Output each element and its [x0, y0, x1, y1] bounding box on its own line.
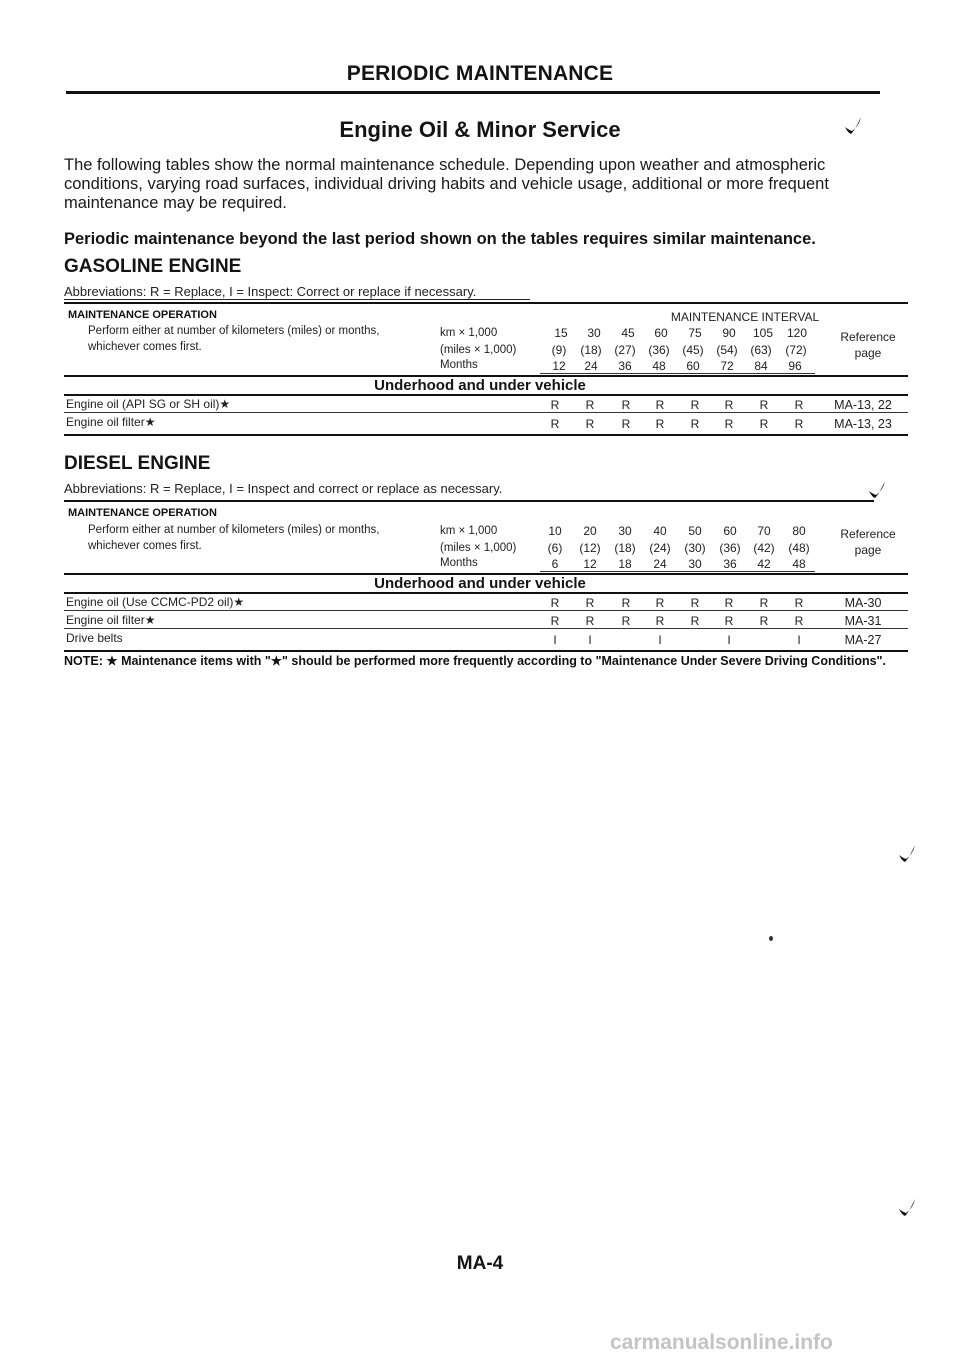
table-bottom-rule [64, 434, 908, 436]
interval-cell: (27) [614, 343, 636, 357]
mark-cell: R [759, 596, 769, 610]
mark-cell: R [794, 398, 804, 412]
mark-cell: R [724, 417, 734, 431]
interval-cell: 36 [618, 359, 632, 373]
operation-description-line: whichever comes first. [88, 341, 202, 353]
interval-cell: 30 [688, 557, 702, 571]
interval-cell: (12) [579, 541, 601, 555]
interval-cell: (18) [580, 343, 602, 357]
interval-miles-row [540, 541, 816, 557]
section-title: PERIODIC MAINTENANCE [346, 62, 614, 85]
maintenance-operation-title: MAINTENANCE OPERATION [68, 309, 217, 321]
mark-cell: R [585, 596, 595, 610]
operation-description [88, 522, 379, 554]
interval-cell: 12 [583, 557, 597, 571]
interval-cell: (30) [684, 541, 706, 555]
mark-cell: R [621, 417, 631, 431]
mark-cell: R [690, 596, 700, 610]
interval-cell: (24) [649, 541, 671, 555]
item-name: Engine oil filter★ [66, 415, 156, 429]
interval-cell: 84 [754, 359, 768, 373]
row-rule [64, 628, 908, 629]
mark-cell: R [690, 417, 700, 431]
maintenance-interval-title: MAINTENANCE INTERVAL [670, 310, 820, 324]
mark-cell: R [621, 398, 631, 412]
interval-cell: 90 [722, 326, 736, 340]
mark-cell: R [550, 398, 560, 412]
table-bottom-rule [64, 650, 908, 652]
diesel-heading: DIESEL ENGINE [64, 453, 211, 474]
interval-cell: 75 [688, 326, 702, 340]
unit-miles: (miles × 1,000) [440, 542, 517, 554]
diesel-abbreviations: Abbreviations: R = Replace, I = Inspect and correct or replace as necessary. [64, 481, 503, 496]
mark-cell: I [553, 633, 557, 647]
item-reference: MA-30 [844, 596, 882, 610]
months-underline [540, 373, 815, 374]
maintenance-operation-title: MAINTENANCE OPERATION [68, 507, 217, 519]
unit-km: km × 1,000 [440, 525, 498, 537]
reference-header-line: page [854, 346, 882, 360]
mark-cell: R [621, 614, 631, 628]
mark-cell: R [585, 417, 595, 431]
interval-cell: (48) [788, 541, 810, 555]
row-rule [64, 610, 908, 611]
reference-header-line: Reference [840, 330, 896, 344]
mark-cell: I [797, 633, 801, 647]
interval-cell: 48 [652, 359, 666, 373]
mark-cell: R [655, 417, 665, 431]
beyond-period-note: Periodic maintenance beyond the last period shown on the tables requires similar maintenance. [64, 230, 816, 248]
unit-months: Months [440, 359, 478, 371]
interval-cell: 18 [618, 557, 632, 571]
interval-cell: 40 [653, 524, 667, 538]
interval-cell: (36) [648, 343, 670, 357]
interval-cell: (36) [719, 541, 741, 555]
mark-cell: R [794, 417, 804, 431]
item-name: Engine oil filter★ [66, 613, 156, 627]
page-number: MA-4 [456, 1253, 504, 1274]
item-reference: MA-13, 23 [834, 417, 892, 431]
mark-cell: R [621, 596, 631, 610]
check-mark-icon [866, 478, 888, 500]
severe-conditions-note [64, 654, 904, 668]
interval-km-row [540, 524, 816, 540]
check-mark-icon [842, 114, 864, 136]
mark-cell: R [690, 398, 700, 412]
mark-cell: R [550, 596, 560, 610]
interval-cell: (72) [785, 343, 807, 357]
interval-cell: (18) [614, 541, 636, 555]
interval-km-row [540, 326, 816, 342]
interval-cell: 120 [786, 326, 808, 340]
mark-cell: R [724, 596, 734, 610]
item-reference: MA-27 [844, 633, 882, 647]
row-rule [64, 412, 908, 413]
underhood-band: Underhood and under vehicle [374, 377, 586, 394]
interval-cell: 80 [792, 524, 806, 538]
interval-cell: 36 [723, 557, 737, 571]
underhood-band: Underhood and under vehicle [374, 575, 586, 592]
interval-cell: (63) [750, 343, 772, 357]
table-top-rule [64, 500, 874, 502]
reference-page-header [832, 526, 904, 558]
interval-cell: 60 [654, 326, 668, 340]
interval-cell: 15 [554, 326, 568, 340]
band-bottom-rule [64, 394, 908, 396]
interval-cell: (42) [753, 541, 775, 555]
gasoline-heading: GASOLINE ENGINE [64, 256, 242, 277]
note-label: NOTE: ★ [64, 654, 118, 668]
months-underline [540, 571, 815, 572]
check-mark-icon [896, 842, 918, 864]
gasoline-abbreviations: Abbreviations: R = Replace, I = Inspect: Correct or replace if necessary. [64, 284, 477, 299]
mark-cell: R [585, 398, 595, 412]
interval-cell: (6) [547, 541, 563, 555]
mark-cell: R [655, 596, 665, 610]
interval-cell: 72 [720, 359, 734, 373]
interval-cell: 60 [686, 359, 700, 373]
interval-cell: 6 [551, 557, 559, 571]
interval-cell: 30 [618, 524, 632, 538]
band-bottom-rule [64, 592, 908, 594]
interval-cell: 70 [757, 524, 771, 538]
interval-cell: 30 [587, 326, 601, 340]
interval-cell: 24 [653, 557, 667, 571]
check-mark-icon [896, 1196, 918, 1218]
operation-description-line: whichever comes first. [88, 540, 202, 552]
mark-cell: R [585, 614, 595, 628]
intro-paragraph: The following tables show the normal maintenance schedule. Depending upon weather and atmospheric conditions, varying road surfaces, individual driving habits and vehicle usage, additional or more frequent maintenance may be required. [64, 156, 829, 212]
operation-description [88, 323, 379, 355]
interval-cell: 24 [584, 359, 598, 373]
mark-cell: I [588, 633, 592, 647]
interval-cell: (54) [716, 343, 738, 357]
interval-cell: 105 [752, 326, 774, 340]
unit-months: Months [440, 557, 478, 569]
unit-km: km × 1,000 [440, 327, 498, 339]
mark-cell: I [658, 633, 662, 647]
interval-cell: 12 [552, 359, 566, 373]
interval-cell: 20 [583, 524, 597, 538]
mark-cell: R [759, 614, 769, 628]
stray-dot [769, 936, 773, 941]
mark-cell: R [690, 614, 700, 628]
page-subtitle: Engine Oil & Minor Service [339, 117, 621, 142]
unit-miles: (miles × 1,000) [440, 344, 517, 356]
mark-cell: R [724, 398, 734, 412]
note-body: Maintenance items with "★" should be performed more frequently according to "Maintenance Under Severe Driving Conditions". [121, 654, 886, 668]
interval-cell: 45 [621, 326, 635, 340]
interval-cell: 50 [688, 524, 702, 538]
interval-cell: (45) [682, 343, 704, 357]
abbrev-rule [64, 299, 530, 300]
mark-cell: R [759, 417, 769, 431]
mark-cell: R [724, 614, 734, 628]
mark-cell: R [794, 596, 804, 610]
item-name: Engine oil (API SG or SH oil)★ [66, 397, 231, 411]
table-top-rule [64, 302, 908, 304]
operation-description-line: Perform either at number of kilometers (miles) or months, [88, 325, 380, 337]
mark-cell: R [655, 614, 665, 628]
mark-cell: R [550, 614, 560, 628]
item-marks-row [540, 633, 816, 649]
item-name: Drive belts [66, 631, 123, 645]
interval-cell: 10 [548, 524, 562, 538]
mark-cell: R [759, 398, 769, 412]
item-name: Engine oil (Use CCMC-PD2 oil)★ [66, 595, 245, 609]
mark-cell: R [655, 398, 665, 412]
mark-cell: I [727, 633, 731, 647]
interval-miles-row [540, 343, 816, 359]
interval-cell: (9) [551, 343, 567, 357]
section-title-rule [66, 91, 880, 94]
interval-cell: 60 [723, 524, 737, 538]
watermark: carmanualsonline.info [610, 1331, 833, 1354]
reference-header-line: page [854, 543, 882, 557]
mark-cell: R [794, 614, 804, 628]
item-reference: MA-31 [844, 614, 882, 628]
operation-description-line: Perform either at number of kilometers (miles) or months, [88, 524, 380, 536]
mark-cell: R [550, 417, 560, 431]
interval-cell: 48 [792, 557, 806, 571]
item-reference: MA-13, 22 [834, 398, 892, 412]
interval-cell: 96 [788, 359, 802, 373]
item-marks-row [540, 417, 816, 433]
reference-header-line: Reference [840, 527, 896, 541]
reference-page-header [832, 329, 904, 361]
interval-cell: 42 [757, 557, 771, 571]
